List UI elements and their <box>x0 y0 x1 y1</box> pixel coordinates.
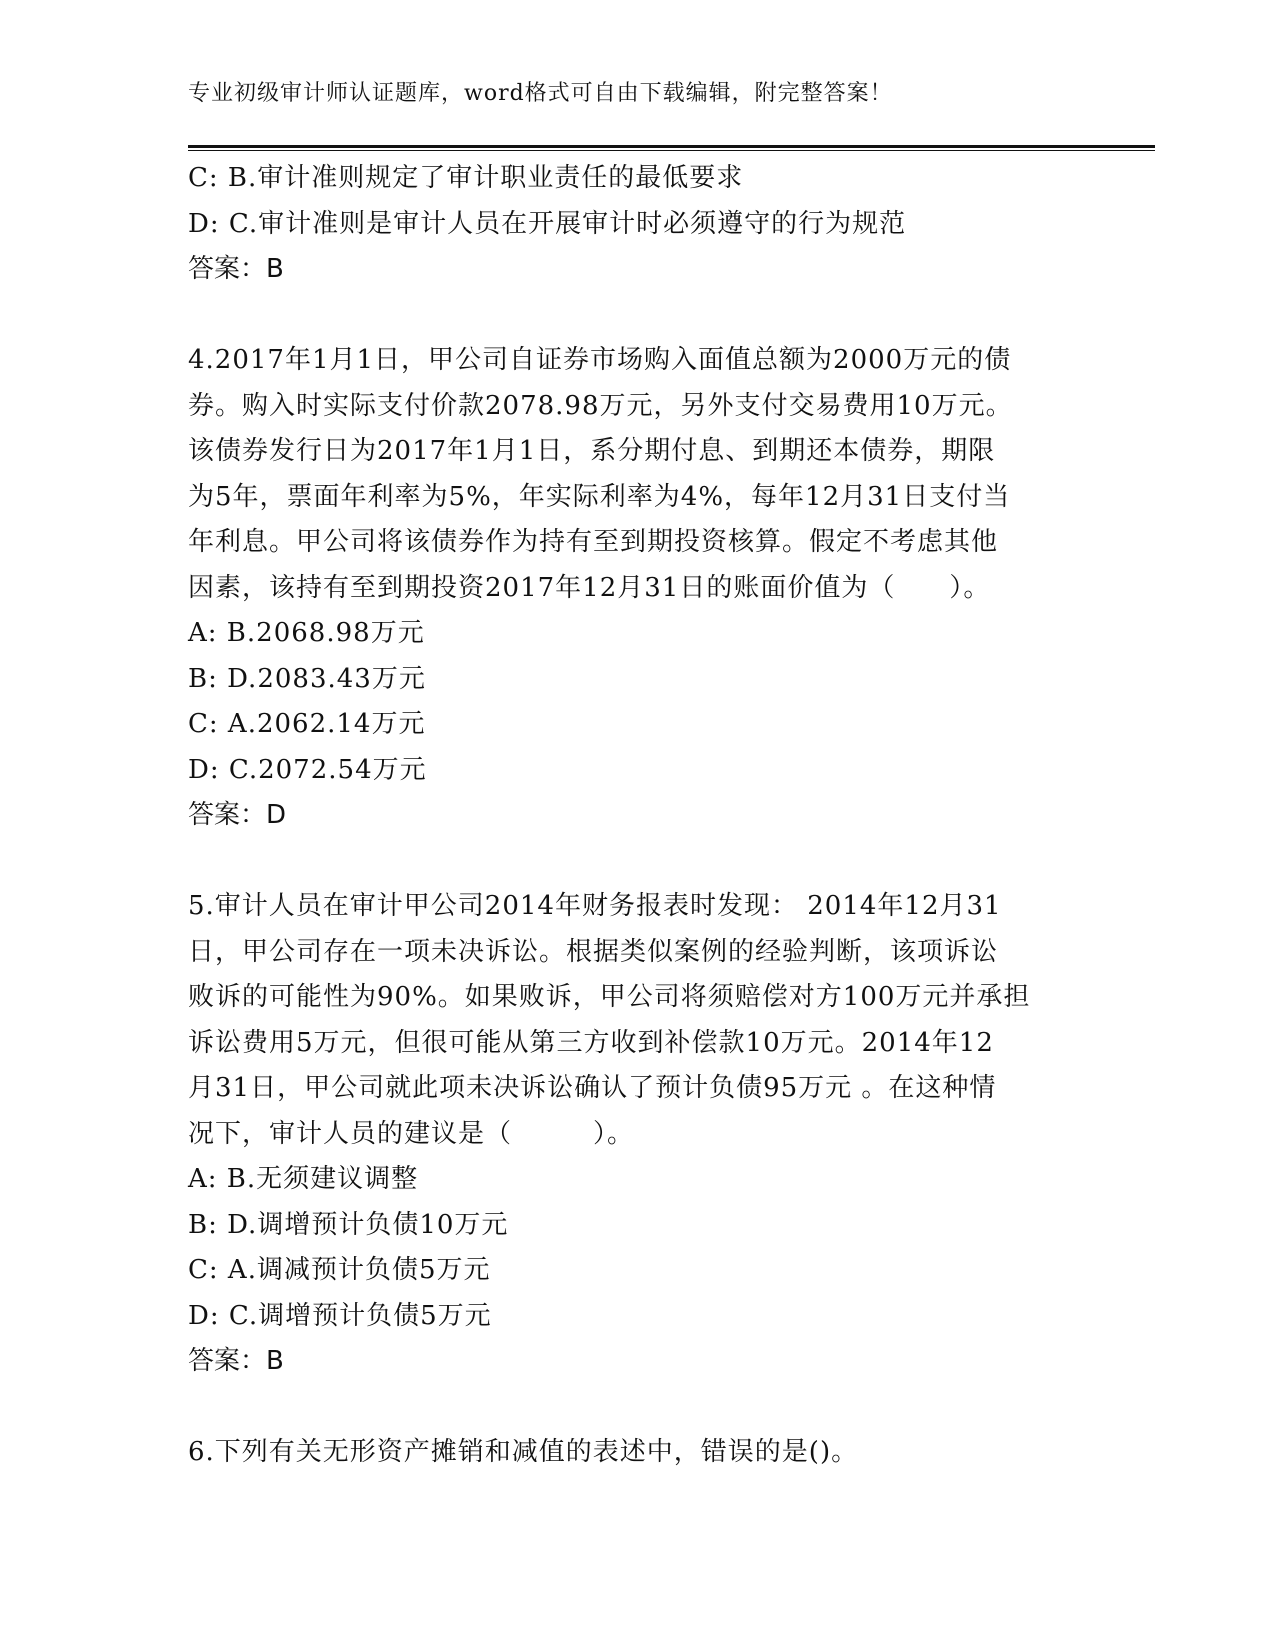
question-stem-line: 月31日，甲公司就此项未决诉讼确认了预计负债95万元 。在这种情 <box>188 1073 997 1103</box>
question-stem-line: 5.审计人员在审计甲公司2014年财务报表时发现： 2014年12月31 <box>188 891 1002 921</box>
spacer <box>188 293 1088 339</box>
question-stem-line: 败诉的可能性为90%。如果败诉，甲公司将须赔偿对方100万元并承担 <box>188 982 1031 1012</box>
question-stem-line: 该债券发行日为2017年1月1日，系分期付息、到期还本债券，期限 <box>188 436 996 466</box>
option-b: B: D.2083.43万元 <box>188 663 426 694</box>
spacer <box>188 839 1088 885</box>
option-c: C: A.2062.14万元 <box>188 709 426 739</box>
document-body <box>188 156 1088 1476</box>
option-b: B: D.调增预计负债10万元 <box>188 1209 509 1240</box>
question-stem-line: 4.2017年1月1日，甲公司自证券市场购入面值总额为2000万元的债 <box>188 345 1012 375</box>
option-c: C: B.审计准则规定了审计职业责任的最低要求 <box>188 163 744 193</box>
question-stem-line: 况下，审计人员的建议是（ ）。 <box>188 1118 635 1149</box>
header-divider <box>188 145 1155 151</box>
spacer <box>188 1385 1088 1431</box>
question-4 <box>188 338 1088 839</box>
question-stem-line: 6.下列有关无形资产摊销和减值的表述中，错误的是()。 <box>188 1437 859 1467</box>
question-3-tail <box>188 156 1088 293</box>
page-header: 专业初级审计师认证题库，word格式可自由下载编辑，附完整答案！ <box>188 81 893 106</box>
option-d: D: C.调增预计负债5万元 <box>188 1300 492 1331</box>
question-stem-line: 日，甲公司存在一项未决诉讼。根据类似案例的经验判断，该项诉讼 <box>188 936 999 967</box>
option-d: D: C.2072.54万元 <box>188 754 427 785</box>
question-stem-line: 券。购入时实际支付价款2078.98万元，另外支付交易费用10万元。 <box>188 390 1013 421</box>
question-stem-line: 年利息。甲公司将该债券作为持有至到期投资核算。假定不考虑其他 <box>188 527 999 557</box>
question-stem-line: 为5年，票面年利率为5%，年实际利率为4%，每年12月31日支付当 <box>188 481 1011 512</box>
answer: 答案：B <box>188 254 284 284</box>
question-stem-line: 诉讼费用5万元，但很可能从第三方收到补偿款10万元。2014年12 <box>188 1027 994 1058</box>
answer: 答案：D <box>188 800 287 830</box>
option-a: A: B.无须建议调整 <box>188 1164 419 1194</box>
option-a: A: B.2068.98万元 <box>188 618 425 648</box>
answer: 答案：B <box>188 1346 284 1376</box>
question-stem-line: 因素，该持有至到期投资2017年12月31日的账面价值为（ ）。 <box>188 572 991 603</box>
question-5 <box>188 884 1088 1385</box>
question-6 <box>188 1430 1088 1476</box>
option-d: D: C.审计准则是审计人员在开展审计时必须遵守的行为规范 <box>188 208 907 239</box>
option-c: C: A.调减预计负债5万元 <box>188 1255 491 1285</box>
